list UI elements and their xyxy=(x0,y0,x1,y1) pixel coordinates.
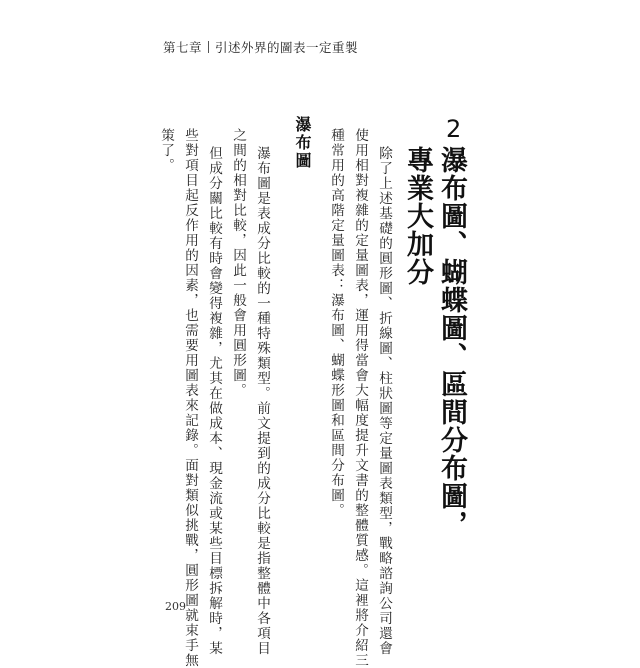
body-line-1: 瀑布圖是表成分比較的一種特殊類型。前文提到的成分比較是指整體中各項目 xyxy=(254,146,270,656)
section-number: 2 xyxy=(446,115,462,143)
body-line-3: 但成分關比較有時會變得複雜，尤其在做成本、現金流或某些目標拆解時，某 xyxy=(206,146,222,656)
running-head xyxy=(163,38,358,56)
intro-line-1: 除了上述基礎的圓形圖、折線圖、柱狀圖等定量圖表類型，戰略諮詢公司還會 xyxy=(376,146,392,656)
chapter-label: 第七章 xyxy=(163,40,203,55)
page-number: 209 xyxy=(165,600,186,613)
section-title-line-1: 瀑布圖、蝴蝶圖、區間分布圖， xyxy=(436,146,467,538)
intro-line-2: 使用相對複雜的定量圖表，運用得當會大幅度提升文書的整體質感。這裡將介紹三 xyxy=(352,128,368,668)
chapter-title: 引述外界的圖表一定重製 xyxy=(215,40,359,55)
body-line-4: 些對項目起反作用的因素，也需要用圖表來記錄。面對類似挑戰，圓形圖就束手無 xyxy=(182,128,198,668)
intro-line-3: 種常用的高階定量圖表：瀑布圖、蝴蝶形圖和區間分布圖。 xyxy=(328,128,344,518)
section-title-line-2: 專業大加分 xyxy=(402,146,433,286)
body-line-2: 之間的相對比較，因此一般會用圓形圖。 xyxy=(230,128,246,398)
body-line-5: 策了。 xyxy=(158,128,174,173)
subsection-heading: 瀑布圖 xyxy=(293,116,312,170)
header-separator xyxy=(208,41,209,53)
